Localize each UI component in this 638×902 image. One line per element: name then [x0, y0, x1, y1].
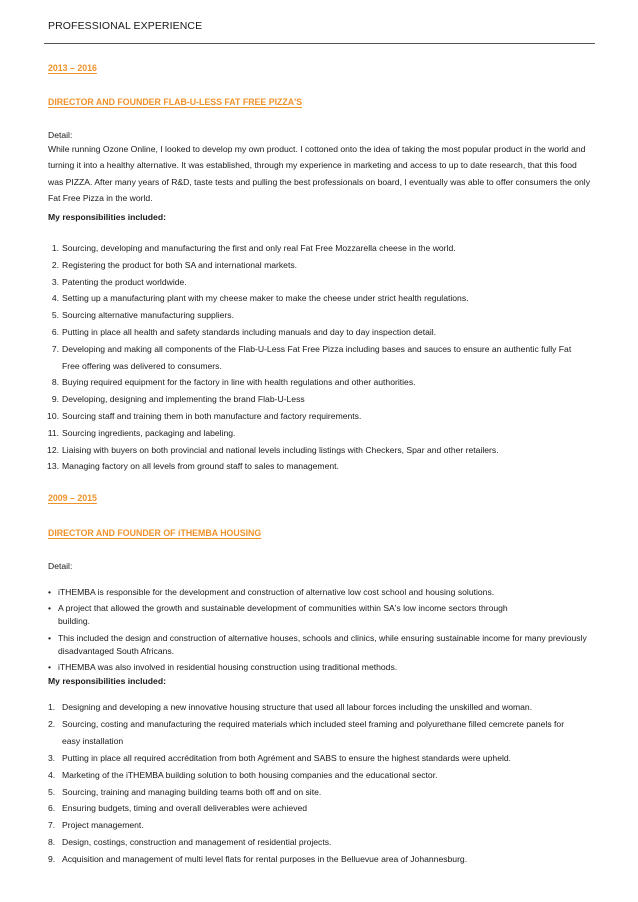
- section-divider: [44, 43, 595, 44]
- list-item: 13. Managing factory on all levels from ground staff to sales to management.: [47, 461, 339, 472]
- list-item: • This included the design and construction of alternative houses, schools and clinics, while ensuring sustainable income for many previously disadvantaged South Africans.: [48, 632, 587, 656]
- job-2-responsibilities-list: [48, 699, 604, 868]
- list-item: 9. Developing, designing and implementing the brand Flab-U-Less: [51, 394, 305, 405]
- list-item: 11. Sourcing ingredients, packaging and labeling.: [47, 427, 236, 438]
- list-item: 3. Patenting the product worldwide.: [51, 276, 187, 287]
- list-item: 12. Liaising with buyers on both provincial and national levels including listings with Checkers, Spar and other retailers.: [47, 444, 499, 455]
- job-1-responsibilities-label: My responsibilities included:: [48, 212, 166, 222]
- list-item: 5. Sourcing alternative manufacturing suppliers.: [51, 310, 234, 321]
- job-1-period: 2013 – 2016: [48, 63, 97, 73]
- job-1-detail-text: While running Ozone Online, I looked to develop my own product. I cottoned onto the idea of taking the most popular product in the world and turning it into a healthy alternative. It was established, through my experience in marketing and access to up to date research, that this food was PIZZA. After many years of R&D, taste tests and pulling the best professionals on board, I eventually was able to offer consumers the only Fat Free Pizza in the world.: [48, 144, 591, 204]
- list-item: 8. Buying required equipment for the factory in line with health regulations and other authorities.: [51, 377, 416, 388]
- list-item: 6. Putting in place all health and safety standards including manuals and day to day inspection detail.: [51, 326, 437, 337]
- list-item: 2. Registering the product for both SA and international markets.: [51, 259, 298, 270]
- list-item: 6. Ensuring budgets, timing and overall deliverables were achieved: [48, 803, 308, 814]
- list-item: • iTHEMBA was also involved in residential housing construction using traditional methods.: [48, 662, 398, 673]
- job-1-title: DIRECTOR AND FOUNDER FLAB-U-LESS FAT FREE PIZZA'S: [48, 97, 303, 107]
- list-item: 9. Acquisition and management of multi level flats for rental purposes in the Belluevue area of Johannesburg.: [48, 854, 468, 865]
- list-item: 2. Sourcing, costing and manufacturing the required materials which included steel framing and polyurethane filled cemcrete panels for easy installation: [48, 718, 565, 746]
- list-item: 3. Putting in place all required accréditation from both Agrément and SABS to ensure the highest standards were upheld.: [48, 752, 512, 763]
- job-2-responsibilities-label: My responsibilities included:: [48, 676, 166, 686]
- job-2-detail-bullets: [48, 586, 596, 674]
- list-item: • A project that allowed the growth and sustainable development of communities within SA's low income sectors through building.: [48, 603, 508, 627]
- job-1-detail-label: Detail:: [48, 130, 73, 140]
- list-item: 10. Sourcing staff and training them in both manufacture and factory requirements.: [47, 410, 362, 421]
- job-2-title: DIRECTOR AND FOUNDER OF iTHEMBA HOUSING: [48, 528, 262, 538]
- list-item: 4. Setting up a manufacturing plant with my cheese maker to make the cheese under strict health regulations.: [51, 293, 469, 304]
- section-title: PROFESSIONAL EXPERIENCE: [48, 20, 203, 32]
- job-1-responsibilities-list: [48, 240, 608, 475]
- list-item: 7. Project management.: [48, 820, 144, 831]
- job-2-period: 2009 – 2015: [48, 493, 97, 503]
- list-item: 8. Design, costings, construction and management of residential projects.: [48, 837, 332, 848]
- list-item: • iTHEMBA is responsible for the development and construction of alternative low cost school and housing solutions.: [48, 587, 495, 597]
- list-item: 7. Developing and making all components of the Flab-U-Less Fat Free Pizza including bases and sauces to ensure an authentic fully Fat Free offering was delivered to consumers.: [51, 343, 572, 371]
- list-item: 1. Designing and developing a new innovative housing structure that used all labour forces including the unskilled and woman.: [48, 702, 533, 712]
- list-item: 1. Sourcing, developing and manufacturing the first and only real Fat Free Mozzarella cheese in the world.: [51, 243, 456, 253]
- list-item: 5. Sourcing, training and managing building teams both off and on site.: [48, 786, 322, 797]
- list-item: 4. Marketing of the iTHEMBA building solution to both housing companies and the educational sector.: [48, 769, 438, 780]
- job-2-detail-label: Detail:: [48, 561, 73, 571]
